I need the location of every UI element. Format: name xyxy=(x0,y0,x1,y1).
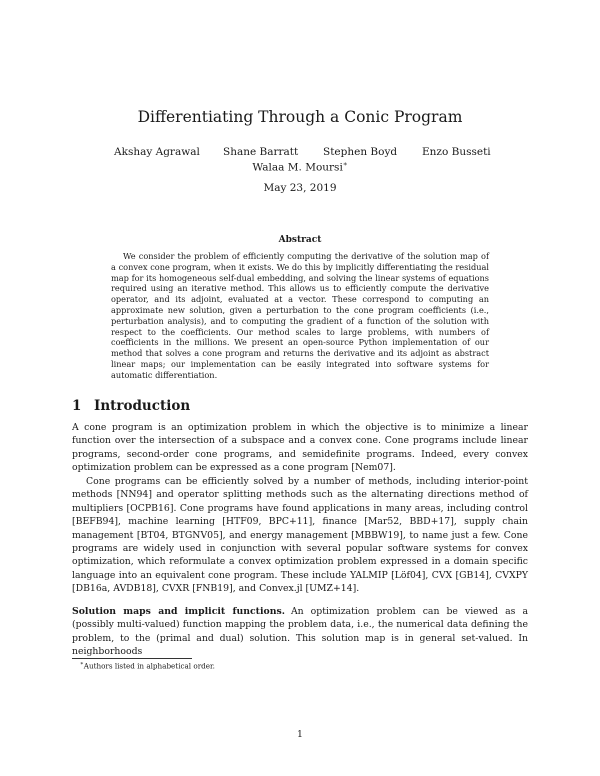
author-name: Walaa M. Moursi xyxy=(252,161,343,174)
footnote-rule xyxy=(72,658,192,659)
page-number: 1 xyxy=(297,729,303,740)
author-name: Stephen Boyd xyxy=(323,146,398,158)
author-name: Akshay Agrawal xyxy=(114,146,200,158)
author-last xyxy=(0,160,600,174)
intro-paragraph-3 xyxy=(72,605,528,659)
author-list xyxy=(0,146,600,160)
intro-paragraph-2: Cone programs can be efficiently solved by a number of methods, including interior-point methods [NN94] and operator splitting methods such as the alternating directions method of multipliers [OCPB16]. Cone programs have found applications in many areas, including control [BEFB94], machine learning [HTF09, BPC+11], finance [Mar52, BBD+17], supply chain management [BT04, BTGNV05], and energy management [MBBW19], to name just a few. Cone programs are widely used in conjunction with several popular software systems for convex optimization, which reformulate a convex optimization problem expressed in a domain specific language into an equivalent cone program. These include YALMIP [Löf04], CVX [GB14], CVXPY [DB16a, AVDB18], CVXR [FNB19], and Convex.jl [UMZ+14]. xyxy=(72,476,528,595)
paper-title: Differentiating Through a Conic Program xyxy=(137,108,463,126)
author-name: Shane Barratt xyxy=(223,146,299,158)
section-number: 1 xyxy=(72,398,82,414)
paragraph-text: An optimization problem can be viewed as a (possibly multi-valued) function mapping the problem data, i.e., the numerical data defining the problem, to the (primal and dual) solution. This solution map is in general set-valued. In neighborhoods xyxy=(72,606,528,658)
paper-date: May 23, 2019 xyxy=(263,182,337,194)
intro-paragraph-1: A cone program is an optimization problem in which the objective is to minimize a linear function over the intersection of a subspace and a convex cone. Cone programs include linear programs, second-order cone programs, and semidefinite programs. Indeed, every convex optimization problem can be expressed as a cone program [Nem07]. xyxy=(72,422,528,474)
paragraph-heading: Solution maps and implicit functions. xyxy=(72,606,285,617)
author-footnote-mark: ∗ xyxy=(342,160,348,168)
abstract-text: We consider the problem of efficiently computing the derivative of the solution map of a convex cone program, when it exists. We do this by implicitly differentiating the residual map for its homogeneous self-dual embedding, and solving the linear systems of equations required using an iterative method. This allows us to efficiently compute the derivative operator, and its adjoint, evaluated at a vector. These correspond to computing an approximate new solution, given a perturbation to the cone program coefficients (i.e., perturbation analysis), and to computing the gradient of a function of the solution with respect to the coefficients. Our method scales to large problems, with numbers of coefficients in the millions. We present an open-source Python implementation of our method that solves a cone program and returns the derivative and its adjoint as abstract linear maps; our implementation can be easily integrated into software systems for automatic differentiation. xyxy=(111,251,489,380)
abstract-heading: Abstract xyxy=(278,235,322,245)
footnote-mark: ∗ xyxy=(80,661,84,667)
footnote xyxy=(80,661,215,670)
section-title: Introduction xyxy=(94,398,191,414)
footnote-text: Authors listed in alphabetical order. xyxy=(83,661,215,671)
section-heading xyxy=(72,398,190,414)
author-name: Enzo Busseti xyxy=(422,146,491,158)
